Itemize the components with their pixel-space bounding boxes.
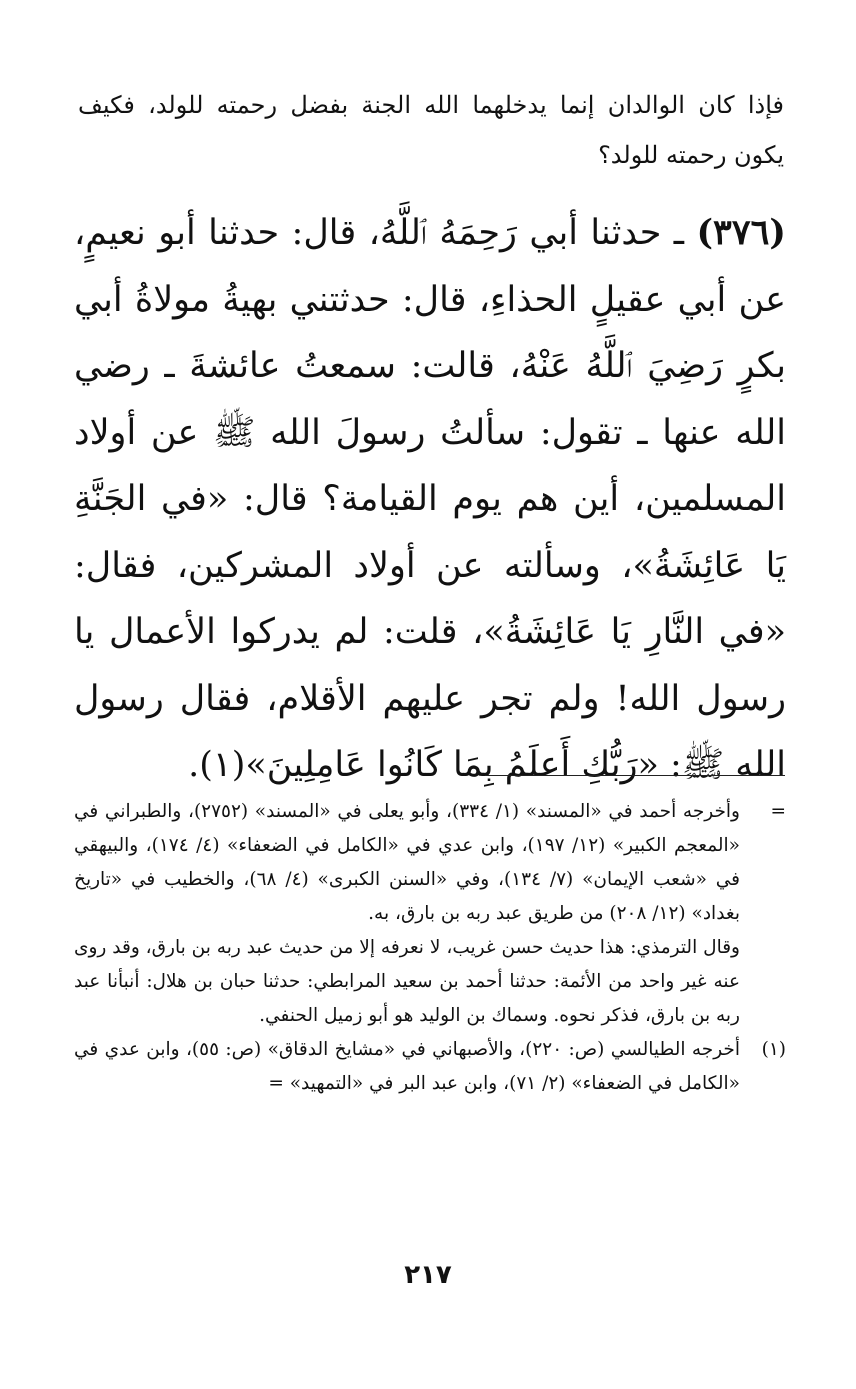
footnote-paragraph: وأخرجه أحمد في «المسند» (١/ ٣٣٤)، وأبو يعلى في «المسند» (٢٧٥٢)، والطبراني في «المعجم الكبير» (١٢/ ١٩٧)، وابن عدي في «الكامل في الضعفاء» (٤/ ١٧٤)، والبيهقي في «شعب الإيمان» (٧/ ١٣٤)، وفي «السنن الكبرى» (٤/ ٦٨)، والخطيب في «تاريخ بغداد» (١٢/ ٢٠٨) من طريق عبد ربه بن بارق، به.	[74, 801, 740, 924]
footnote-number: (١)	[761, 1039, 786, 1060]
footnote-paragraph: وقال الترمذي: هذا حديث حسن غريب، لا نعرفه إلا من حديث عبد ربه بن بارق، وقد روى عنه غير واحد من الأئمة: حدثنا أحمد بن سعيد المرابطي: حدثنا حبان بن هلال: أنبأنا عبد ربه بن بارق، فذكر نحوه. وسماك بن الوليد هو أبو زميل الحنفي.	[74, 937, 740, 1026]
footnote-paragraph: أخرجه الطيالسي (ص: ٢٢٠)، والأصبهاني في «مشايخ الدقاق» (ص: ٥٥)، وابن عدي في «الكامل في الضعفاء» (٢/ ٧١)، وابن عبد البر في «التمهيد» =	[74, 1039, 740, 1094]
intro-paragraph: فإذا كان الوالدان إنما يدخلهما الله الجنة بفضل رحمته للولد، فكيف يكون رحمته للولد؟	[78, 91, 784, 169]
page-number: ٢١٧	[404, 1260, 452, 1290]
footnotes-section	[74, 795, 786, 1101]
footnote-1	[74, 1033, 786, 1101]
hadith-text: ـ حدثنا أبي رَحِمَهُ ٱللَّهُ، قال: حدثنا أبو نعيمٍ، عن أبي عقيلٍ الحذاءِ، قال: حدثتني بهيةُ مولاةُ أبي بكرٍ رَضِيَ ٱللَّهُ عَنْهُ، قالت: سمعتُ عائشةَ ـ رضي الله عنها ـ تقول: سألتُ رسولَ الله ﷺ عن أولاد المسلمين، أين هم يوم القيامة؟ قال: «في الجَنَّةِ يَا عَائِشَةُ»، وسألته عن أولاد المشركين، فقال: «في النَّارِ يَا عَائِشَةُ»، قلت: لم يدركوا الأعمال يا رسول الله! ولم تجر عليهم الأقلام، فقال رسول الله ﷺ: «رَبُّكِ أَعلَمُ بِمَا كَانُوا عَامِلِينَ»(١).	[74, 213, 786, 785]
footnote-separator	[485, 775, 785, 776]
footnote-continued	[74, 795, 786, 1033]
hadith-number: (٣٧٦)	[696, 212, 786, 253]
footnote-continuation-marker: =	[770, 801, 786, 822]
hadith-paragraph	[74, 200, 786, 799]
